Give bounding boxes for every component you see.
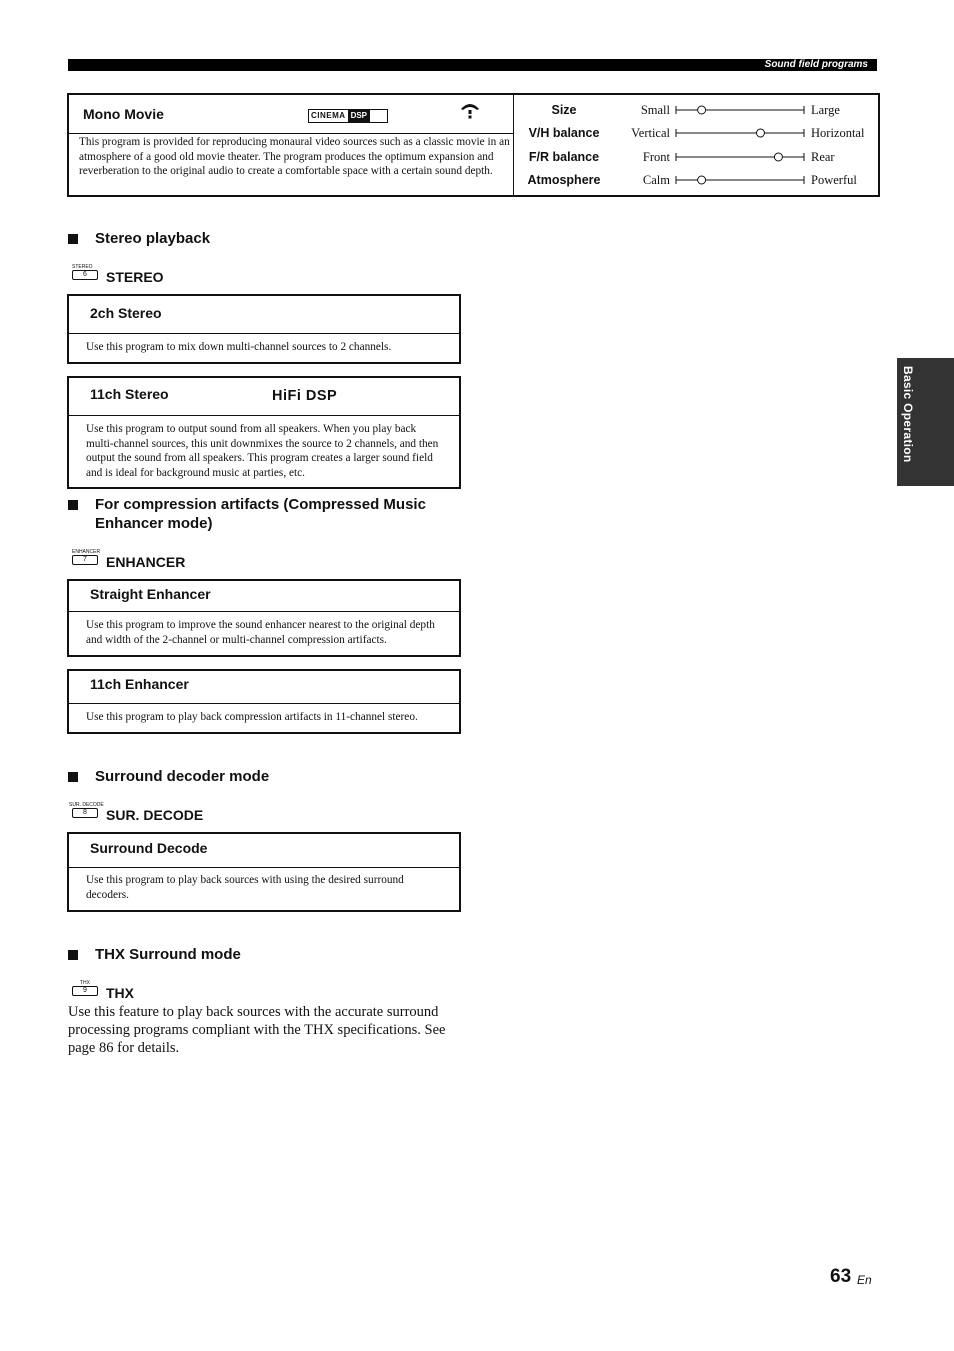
header-bar [68,59,877,71]
stereo-key-number: 6 [72,270,98,280]
program-title-row [69,581,459,612]
program-box-11ch-enhancer [67,669,461,734]
program-box-surround-decode [67,832,461,912]
thx-key [72,980,98,996]
section-bullet [68,950,78,960]
cinema-seat-icon [459,101,481,119]
thx-heading: THX Surround mode [95,946,241,963]
enhancer-key-number: 7 [72,555,98,565]
enhancer-heading-line2: Enhancer mode) [95,515,213,532]
enhancer-heading-line1: For compression artifacts (Compressed Music [95,496,426,513]
surround-key-caption: SUR. DECODE [69,802,104,808]
thx-description: Use this feature to play back sources with the accurate surround processing programs compliant with the THX specifications. See page 86 for details. [68,1004,446,1056]
param-knob [756,129,764,137]
param-label: F/R balance [528,150,600,164]
program-description: Use this program to improve the sound enhancer nearest to the original depth and width of the 2-channel or multi-channel compression artifacts. [86,619,435,646]
hifi-dsp-logo: HiFi DSP [272,388,338,404]
mono-movie-info [69,95,514,195]
thx-key-number: 9 [72,986,98,996]
param-low-label: Small [640,103,670,117]
param-knob [774,153,782,161]
param-label: Size [551,103,577,117]
page-number: 63 [830,1266,852,1287]
enhancer-key [72,549,100,565]
program-title-row [69,671,459,704]
header-section-title: Sound field programs [764,59,868,70]
thx-key-name: THX [106,985,134,1001]
surround-key-number: 8 [72,808,98,818]
enhancer-key-caption: ENHANCER [72,549,101,555]
section-bullet [68,234,78,244]
program-box-straight-enhancer [67,579,461,657]
program-box-11ch-stereo [67,376,461,489]
param-knob [698,176,706,184]
parameter-sliders [514,95,878,195]
param-low-label: Vertical [631,126,670,140]
program-title: 11ch Stereo [90,386,169,402]
param-low-label: Front [642,150,670,164]
program-title: 11ch Enhancer [90,676,189,692]
page-language: En [857,1273,872,1287]
program-box-2ch-stereo [67,294,461,364]
program-title-row [69,296,459,334]
program-title-row [69,834,459,868]
program-title: Straight Enhancer [90,586,211,602]
surround-key-name: SUR. DECODE [106,807,204,823]
param-high-label: Rear [811,150,835,164]
param-low-label: Calm [642,173,670,187]
program-description: Use this program to mix down multi-channel sources to 2 channels. [86,341,392,353]
program-title-row [69,378,459,416]
program-title: 2ch Stereo [90,305,162,321]
section-bullet [68,500,78,510]
program-description: Use this program to play back sources with using the desired surround decoders. [86,874,404,901]
stereo-heading: Stereo playback [95,230,211,247]
param-high-label: Powerful [811,173,857,187]
param-label: Atmosphere [527,173,601,187]
stereo-key [72,264,98,280]
cinema-logo-word: CINEMA [311,111,346,120]
stereo-key-caption: STEREO [72,264,93,270]
thx-key-caption: THX [80,980,90,986]
stereo-key-name: STEREO [106,269,164,285]
dsp-logo-word: DSP [348,110,370,122]
program-description: Use this program to play back compression artifacts in 11-channel stereo. [86,711,418,723]
program-description: Use this program to output sound from all speakers. When you play back multi-channel sources, this unit downmixes the source to 2 channels, and then output the sound from all speakers. This program creates a larger sound field and is ideal for background music at parties, etc. [86,423,439,479]
side-tab [897,358,954,486]
mono-movie-box [67,93,880,197]
param-knob [698,106,706,114]
mono-movie-title: Mono Movie [83,106,164,122]
enhancer-heading [95,495,426,533]
cinema-dsp-logo [308,109,388,123]
enhancer-key-name: ENHANCER [106,554,186,570]
param-high-label: Large [811,103,840,117]
surround-heading: Surround decoder mode [95,768,270,785]
program-title: Surround Decode [90,840,208,856]
section-bullet [68,772,78,782]
param-label: V/H balance [528,126,600,140]
side-tab-label: Basic Operation [901,366,915,463]
mono-movie-title-row [69,95,513,134]
mono-movie-description: This program is provided for reproducing monaural video sources such as a classic movie in an atmosphere of a good old movie theater. The program produces the optimum expansion and reverberation to the original audio to create a comfortable space with a certain sound depth. [79,136,510,177]
surround-key [69,802,104,818]
param-high-label: Horizontal [811,126,865,140]
